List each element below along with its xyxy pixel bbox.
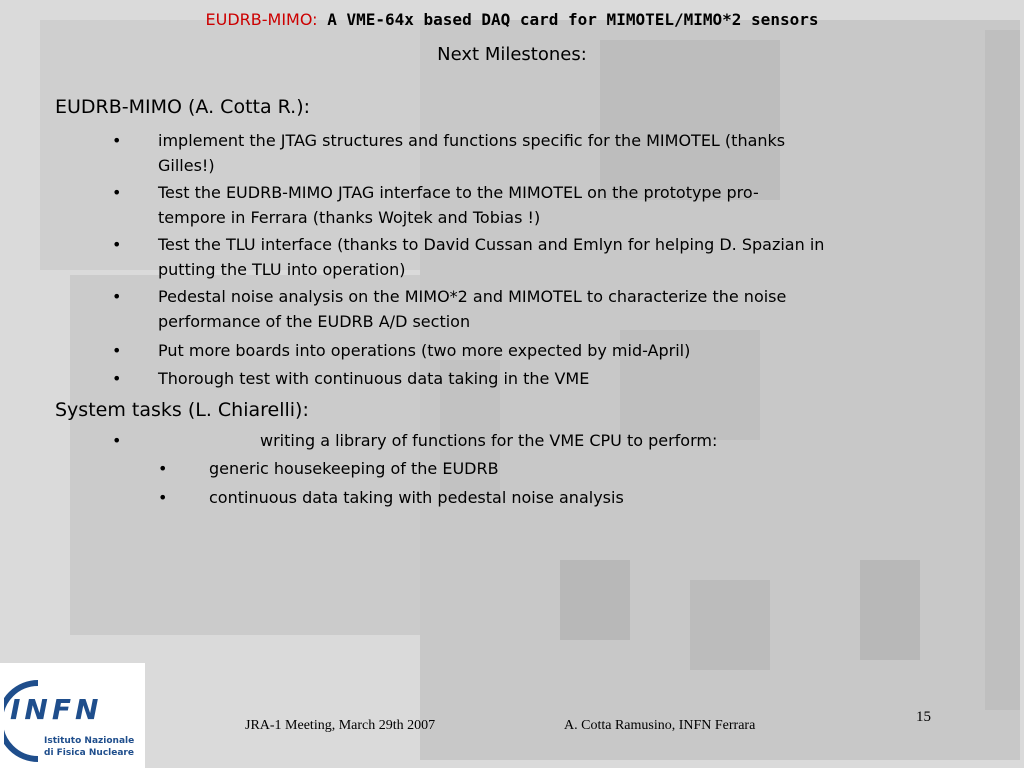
sub-list-item xyxy=(158,456,938,481)
list-item xyxy=(112,128,932,178)
bullet-glyph: • xyxy=(112,341,122,360)
list-item-line: tempore in Ferrara (thanks Wojtek and Tobias !) xyxy=(158,208,541,227)
list-item xyxy=(112,284,932,334)
list-item-line: Put more boards into operations (two more expected by mid-April) xyxy=(158,341,691,360)
list-item xyxy=(112,366,932,391)
sub-list-item xyxy=(158,485,938,510)
footer-author: A. Cotta Ramusino, INFN Ferrara xyxy=(564,718,756,733)
logo-line1: Istituto Nazionale xyxy=(44,736,135,746)
page-number: 15 xyxy=(916,709,931,725)
section-heading-eudrb: EUDRB-MIMO (A. Cotta R.): xyxy=(55,96,311,118)
bullet-glyph: • xyxy=(112,369,122,388)
list-item xyxy=(112,428,932,453)
list-item-line: putting the TLU into operation) xyxy=(158,260,406,279)
list-item-line: Pedestal noise analysis on the MIMO*2 and MIMOTEL to characterize the noise xyxy=(158,287,787,306)
list-item-line: writing a library of functions for the VME CPU to perform: xyxy=(260,431,718,450)
slide-title xyxy=(0,10,1024,29)
title-main: A VME-64x based DAQ card for MIMOTEL/MIMO*2 sensors xyxy=(327,10,819,29)
slide-subtitle: Next Milestones: xyxy=(437,44,587,65)
list-item-line: performance of the EUDRB A/D section xyxy=(158,312,471,331)
bullet-glyph: • xyxy=(158,459,168,478)
list-item-line: Test the TLU interface (thanks to David Cussan and Emlyn for helping D. Spazian in xyxy=(158,235,825,254)
bullet-glyph: • xyxy=(112,431,122,450)
title-prefix: EUDRB-MIMO: xyxy=(205,10,318,29)
sub-list-item-line: generic housekeeping of the EUDRB xyxy=(209,459,499,478)
section-heading-system-tasks: System tasks (L. Chiarelli): xyxy=(55,399,309,421)
logo-wordmark: INFN xyxy=(10,693,103,726)
list-item-line: Thorough test with continuous data taking in the VME xyxy=(158,369,590,388)
list-item-line: Test the EUDRB-MIMO JTAG interface to the MIMOTEL on the prototype pro- xyxy=(158,183,759,202)
list-item xyxy=(112,232,962,282)
list-item xyxy=(112,180,932,230)
footer-meeting: JRA-1 Meeting, March 29th 2007 xyxy=(245,718,436,733)
list-item-line: implement the JTAG structures and functions specific for the MIMOTEL (thanks xyxy=(158,131,786,150)
logo-line2: di Fisica Nucleare xyxy=(44,748,134,758)
bullet-glyph: • xyxy=(112,183,122,202)
list-item-line: Gilles!) xyxy=(158,156,215,175)
bullet-glyph: • xyxy=(112,131,122,150)
list-item xyxy=(112,338,932,363)
sub-list-item-line: continuous data taking with pedestal noise analysis xyxy=(209,488,624,507)
infn-logo xyxy=(0,663,145,768)
bullet-glyph: • xyxy=(112,287,122,306)
bullet-glyph: • xyxy=(112,235,122,254)
bullet-glyph: • xyxy=(158,488,168,507)
